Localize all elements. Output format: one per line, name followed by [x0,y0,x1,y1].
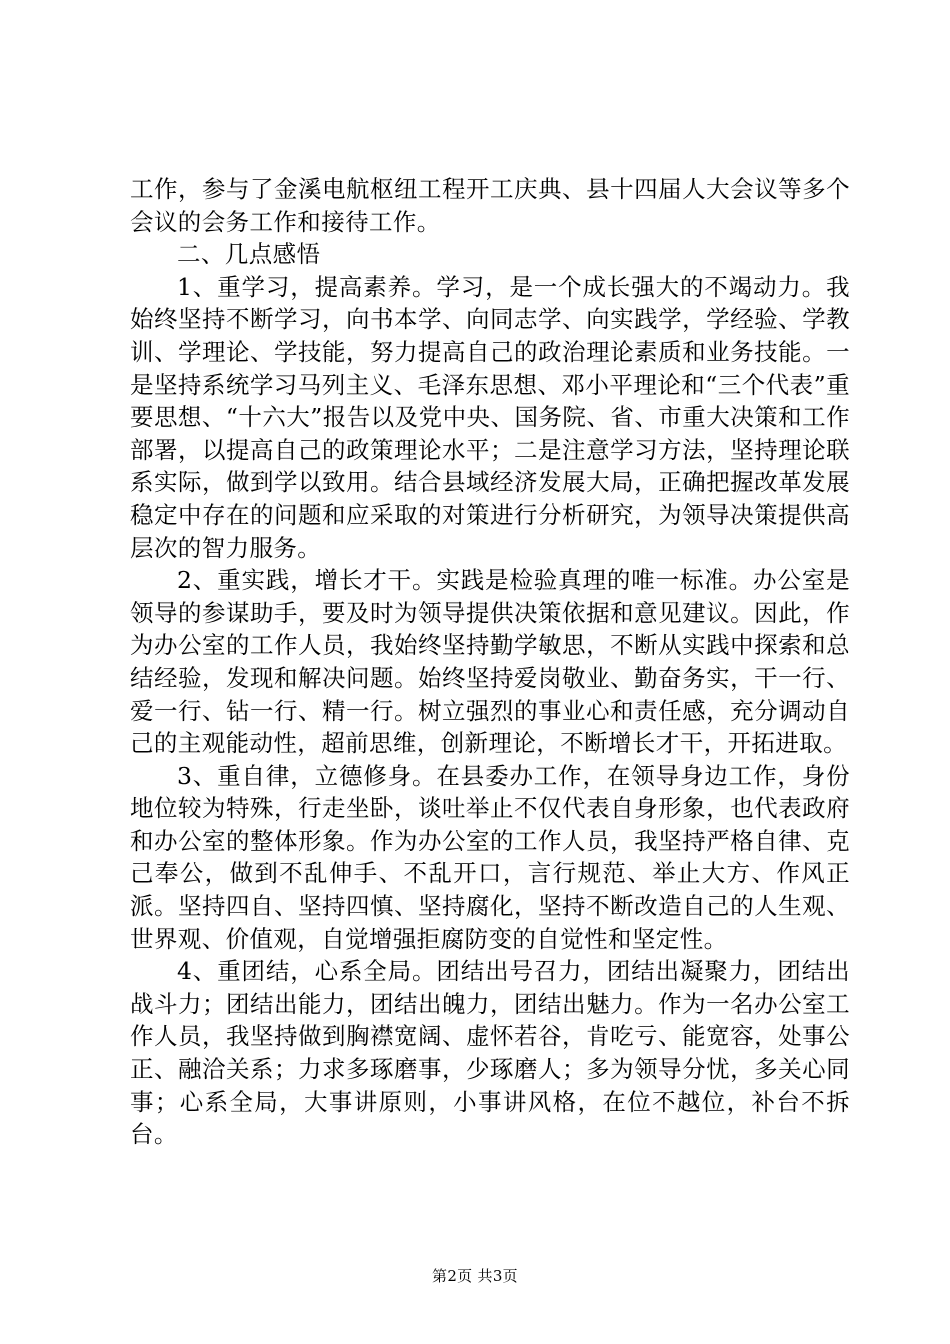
section-heading: 二、几点感悟 [177,240,321,269]
page-footer: 第2页 共3页 [432,1267,518,1285]
paragraph-study: 1、重学习，提高素养。学习，是一个成长强大的不竭动力。我始终坚持不断学习，向书本学、向同志学、向实践学，学经验、学教训、学理论、学技能，努力提高自己的政治理论素质和业务技能。一是坚持系统学习马列主义、毛泽东思想、邓小平理论和“三个代表”重要思想、“十六大”报告以及党中央、国务院、省、市重大决策和工作部署，以提高自己的政策理论水平；二是注意学习方法，坚持理论联系实际，做到学以致用。结合县域经济发展大局，正确把握改革发展稳定中存在的问题和应采取的对策进行分析研究，为领导决策提供高层次的智力服务。 [130,272,850,562]
paragraph-unity: 4、重团结，心系全局。团结出号召力，团结出凝聚力，团结出战斗力；团结出能力，团结出魄力，团结出魅力。作为一名办公室工作人员，我坚持做到胸襟宽阔、虚怀若谷，肯吃亏、能宽容，处事公正、融洽关系；力求多琢磨事，少琢磨人；多为领导分忧，多关心同事；心系全局，大事讲原则，小事讲风格，在位不越位，补台不拆台。 [130,957,850,1149]
paragraph-self-discipline: 3、重自律，立德修身。在县委办工作，在领导身边工作，身份地位较为特殊，行走坐卧，谈吐举止不仅代表自身形象，也代表政府和办公室的整体形象。作为办公室的工作人员，我坚持严格自律、克己奉公，做到不乱伸手、不乱开口，言行规范、举止大方、作风正派。坚持四自、坚持四慎、坚持腐化，坚持不断改造自己的人生观、世界观、价值观，自觉增强拒腐防变的自觉性和坚定性。 [130,761,850,953]
paragraph-practice: 2、重实践，增长才干。实践是检验真理的唯一标准。办公室是领导的参谋助手，要及时为领导提供决策依据和意见建议。因此，作为办公室的工作人员，我始终坚持勤学敏思，不断从实践中探索和总结经验，发现和解决问题。始终坚持爱岗敬业、勤奋务实，干一行、爱一行、钻一行、精一行。树立强烈的事业心和责任感，充分调动自己的主观能动性，超前思维，创新理论，不断增长才干，开拓进取。 [130,566,850,758]
document-body [130,173,850,1151]
paragraph-continuation: 工作，参与了金溪电航枢纽工程开工庆典、县十四届人大会议等多个会议的会务工作和接待工作。 [130,175,850,236]
